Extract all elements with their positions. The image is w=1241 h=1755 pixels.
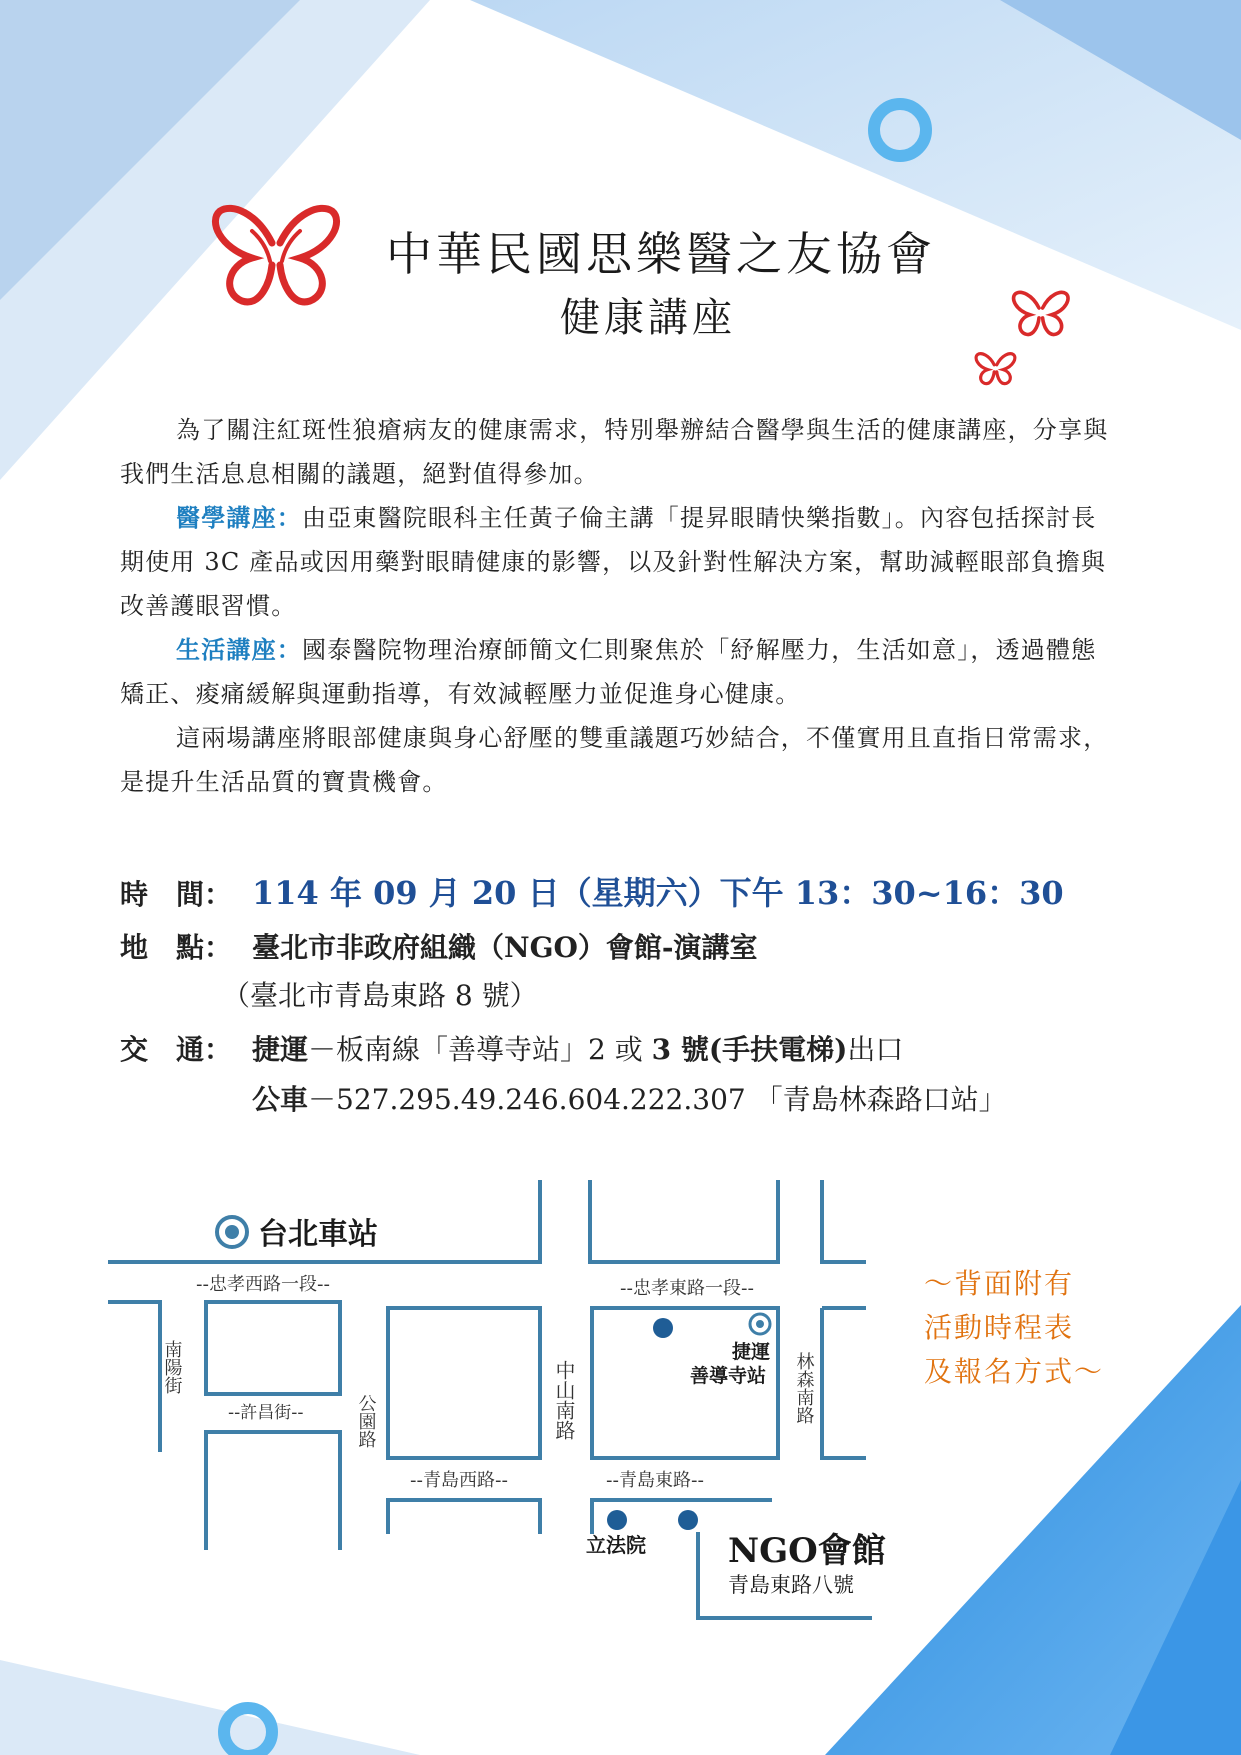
intro-paragraph: 為了關注紅斑性狼瘡病友的健康需求，特別舉辦結合醫學與生活的健康講座，分享與我們生活息息相關的議題，絕對值得參加。 xyxy=(120,416,1109,488)
place-label: 地 點： xyxy=(120,931,233,964)
map-mrt-label: 捷運 xyxy=(732,1341,771,1363)
map-label-legislative: 立法院 xyxy=(586,1533,646,1557)
mrt-text-end: 出口 xyxy=(847,1033,904,1066)
intro-text xyxy=(120,408,1120,804)
back-page-note xyxy=(924,1262,1104,1394)
butterfly-logo-icon xyxy=(215,208,336,302)
mrt-exit: 3 號(手扶電梯) xyxy=(651,1033,848,1066)
location-map xyxy=(92,1175,886,1620)
butterfly-icon xyxy=(976,354,1015,384)
event-title: 健康講座 xyxy=(560,295,736,341)
map-dot-icon xyxy=(678,1510,698,1530)
organization-title: 中華民國思樂醫之友協會 xyxy=(386,227,936,281)
time-row xyxy=(120,868,1064,914)
place-value: 臺北市非政府組織（NGO）會館-演講室 xyxy=(252,931,758,964)
butterfly-icon xyxy=(1014,292,1069,334)
medical-label: 醫學講座： xyxy=(176,503,302,532)
map-road-label: --青島東路-- xyxy=(606,1470,704,1491)
map-label-ngo: NGO會館 xyxy=(728,1531,886,1571)
map-road-label: 公園路 xyxy=(355,1394,377,1448)
medical-text: 由亞東醫院眼科主任黃子倫主講「提昇眼睛快樂指數」。內容包括探討長期使用 3C 產品或因用藥對眼睛健康的影響，以及針對性解決方案，幫助減輕眼部負擔與改善護眼習慣。 xyxy=(120,504,1107,620)
time-label: 時 間： xyxy=(120,878,233,911)
mrt-label: 捷運 xyxy=(252,1033,309,1066)
place-row xyxy=(120,926,758,966)
bus-row xyxy=(252,1078,1007,1118)
map-label-station: 台北車站 xyxy=(258,1217,378,1252)
note-line: ～背面附有 xyxy=(924,1267,1075,1300)
bus-text: －527.295.49.246.604.222.307 「青島林森路口站」 xyxy=(308,1083,1007,1116)
map-road-label: 南陽街 xyxy=(161,1340,183,1394)
place-address: （臺北市青島東路 8 號） xyxy=(222,979,538,1012)
map-dot-icon xyxy=(607,1510,627,1530)
map-road-label: --忠孝西路一段-- xyxy=(196,1274,330,1295)
transit-row xyxy=(120,1028,903,1068)
life-text: 國泰醫院物理治療師簡文仁則聚焦於「紓解壓力，生活如意」，透過體態矯正、痠痛緩解與運動指導，有效減輕壓力並促進身心健康。 xyxy=(120,636,1097,708)
map-road-label: --青島西路-- xyxy=(410,1470,508,1491)
station-marker-icon xyxy=(225,1225,239,1239)
map-road-label: 林森南路 xyxy=(793,1352,815,1424)
life-label: 生活講座： xyxy=(176,635,302,664)
time-value: 114 年 09 月 20 日（星期六）下午 13：30~16：30 xyxy=(252,874,1064,912)
life-paragraph xyxy=(120,628,1120,716)
map-mrt-label: 善導寺站 xyxy=(690,1365,767,1387)
map-label-ngo-address: 青島東路八號 xyxy=(728,1573,854,1597)
map-dot-icon xyxy=(653,1318,673,1338)
bus-label: 公車 xyxy=(252,1083,309,1116)
note-line: 活動時程表 xyxy=(924,1311,1075,1344)
corner-shape-bottom-left xyxy=(0,1660,420,1755)
medical-paragraph xyxy=(120,496,1120,628)
map-road-label: --許昌街-- xyxy=(228,1403,304,1423)
map-road-label: 中山南路 xyxy=(552,1360,576,1440)
note-line: 及報名方式～ xyxy=(924,1355,1105,1388)
summary-paragraph: 這兩場講座將眼部健康與身心舒壓的雙重議題巧妙結合，不僅實用且直指日常需求，是提升生活品質的寶貴機會。 xyxy=(120,724,1109,796)
mrt-text: －板南線「善導寺站」2 或 xyxy=(308,1033,652,1066)
transit-label: 交 通： xyxy=(120,1033,233,1066)
map-road-label: --忠孝東路一段-- xyxy=(620,1278,754,1299)
